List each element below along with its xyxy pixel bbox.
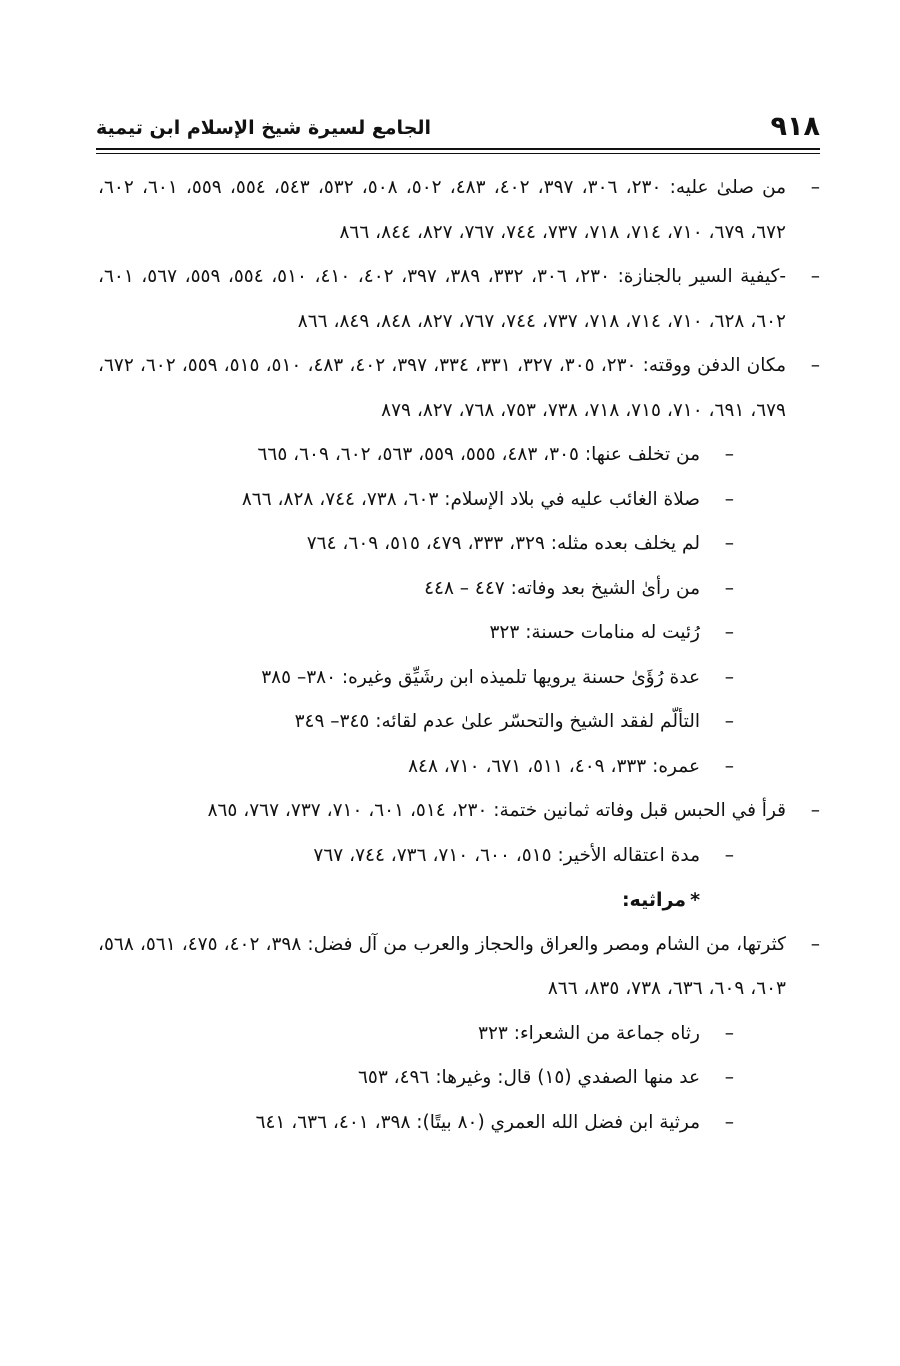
sub-entries-group — [98, 1012, 820, 1146]
entry-dash: – — [724, 666, 734, 688]
index-sub-entry — [98, 567, 734, 612]
index-entry — [98, 923, 820, 1012]
entry-text: عدة رُؤَىٰ حسنة يرويها تلميذه ابن رشَيِّق وغيره: ٣٨٠– ٣٨٥ — [261, 666, 700, 688]
page-header — [96, 112, 820, 146]
index-sub-entry — [98, 1012, 734, 1057]
header-rule-thin — [96, 153, 820, 154]
entry-text: رُئيت له منامات حسنة: ٣٢٣ — [489, 622, 700, 643]
index-sub-entry — [98, 700, 734, 745]
entry-text: عمره: ٣٣٣، ٤٠٩، ٥١١، ٦٧١، ٧١٠، ٨٤٨ — [408, 755, 700, 777]
entry-text: كثرتها، من الشام ومصر والعراق والحجاز والعرب من آل فضل: ٣٩٨، ٤٠٢، ٤٧٥، ٥٦١، ٥٦٨، ٦٠٣، ٦٠٩، ٦٣٦، ٧٣٨، ٨٣٥، ٨٦٦ — [98, 933, 786, 999]
index-sub-entry — [98, 433, 734, 478]
entry-text: مدة اعتقاله الأخير: ٥١٥، ٦٠٠، ٧١٠، ٧٣٦، ٧٤٤، ٧٦٧ — [313, 844, 700, 866]
entry-dash: – — [724, 1022, 734, 1044]
entry-dash: – — [810, 266, 820, 287]
index-sub-entry — [98, 522, 734, 567]
entry-text: من تخلف عنها: ٣٠٥، ٤٨٣، ٥٥٥، ٥٥٩، ٥٦٣، ٦٠٢، ٦٠٩، ٦٦٥ — [257, 444, 700, 465]
section-heading-text: مراثيه: — [621, 889, 687, 911]
entry-text: من صلىٰ عليه: ٢٣٠، ٣٠٦، ٣٩٧، ٤٠٢، ٤٨٣، ٥٠٢، ٥٠٨، ٥٣٢، ٥٤٣، ٥٥٤، ٥٥٩، ٦٠١، ٦٠٢، ٦٧٢، ٦٧٩، ٧١٠، ٧١٤، ٧١٨، ٧٣٧، ٧٤٤، ٧٦٧، ٨٢٧، ٨٤٤، ٨٦٦ — [98, 177, 787, 243]
entry-text: من رأىٰ الشيخ بعد وفاته: ٤٤٧ – ٤٤٨ — [424, 577, 700, 599]
index-sub-entry — [98, 1056, 734, 1101]
index-entry — [98, 789, 820, 834]
entry-dash: – — [810, 933, 820, 955]
index-entry — [98, 255, 820, 344]
entry-text: صلاة الغائب عليه في بلاد الإسلام: ٦٠٣، ٧٣٨، ٧٤٤، ٨٢٨، ٨٦٦ — [241, 488, 700, 510]
index-sub-entry — [98, 745, 734, 790]
entry-dash: – — [724, 844, 734, 866]
index-entry — [98, 344, 820, 433]
entry-dash: – — [810, 800, 820, 821]
entry-dash: – — [724, 533, 734, 554]
entry-dash: – — [810, 177, 820, 198]
entry-dash: – — [724, 488, 734, 510]
sub-entries-group — [98, 834, 820, 923]
entry-dash: – — [810, 355, 820, 376]
entry-dash: – — [724, 1067, 734, 1088]
entry-text: مرثية ابن فضل الله العمري (٨٠ بيتًا): ٣٩٨، ٤٠١، ٦٣٦، ٦٤١ — [255, 1111, 700, 1133]
star-icon: * — [690, 889, 700, 911]
entry-text: لم يخلف بعده مثله: ٣٢٩، ٣٣٣، ٤٧٩، ٥١٥، ٦٠٩، ٧٦٤ — [306, 533, 700, 554]
running-title: الجامع لسيرة شيخ الإسلام ابن تيمية — [96, 117, 432, 139]
section-heading — [98, 878, 734, 923]
entry-text: التألّم لفقد الشيخ والتحسّر علىٰ عدم لقائه: ٣٤٥– ٣٤٩ — [294, 711, 700, 732]
entry-dash: – — [724, 444, 734, 465]
entry-dash: – — [724, 577, 734, 599]
index-sub-entry — [98, 611, 734, 656]
index-sub-entry — [98, 1101, 734, 1146]
index-sub-entry — [98, 834, 734, 879]
index-content — [98, 166, 820, 1145]
entry-text: قرأ في الحبس قبل وفاته ثمانين ختمة: ٢٣٠، ٥١٤، ٦٠١، ٧١٠، ٧٣٧، ٧٦٧، ٨٦٥ — [207, 800, 786, 821]
entry-text: عد منها الصفدي (١٥) قال: وغيرها: ٤٩٦، ٦٥٣ — [357, 1067, 700, 1088]
index-entry — [98, 166, 820, 255]
index-sub-entry — [98, 478, 734, 523]
index-sub-entry — [98, 656, 734, 701]
entry-text: رثاه جماعة من الشعراء: ٣٢٣ — [478, 1022, 700, 1044]
header-rule-thick — [96, 148, 820, 150]
entry-dash: – — [724, 622, 734, 643]
page-number: ٩١٨ — [770, 111, 820, 142]
entry-text: -كيفية السير بالجنازة: ٢٣٠، ٣٠٦، ٣٣٢، ٣٨٩، ٣٩٧، ٤٠٢، ٤١٠، ٥١٠، ٥٥٤، ٥٥٩، ٥٦٧، ٦٠١، ٦٠٢، ٦٢٨، ٧١٠، ٧١٤، ٧١٨، ٧٣٧، ٧٤٤، ٧٦٧، ٨٢٧، ٨٤٨، ٨٤٩، ٨٦٦ — [98, 266, 787, 332]
entry-text: مكان الدفن ووقته: ٢٣٠، ٣٠٥، ٣٢٧، ٣٣١، ٣٣٤، ٣٩٧، ٤٠٢، ٤٨٣، ٥١٠، ٥١٥، ٥٥٩، ٦٠٢، ٦٧٢، ٦٧٩، ٦٩١، ٧١٠، ٧١٥، ٧١٨، ٧٣٨، ٧٥٣، ٧٦٨، ٨٢٧، ٨٧٩ — [98, 355, 786, 421]
entry-dash: – — [724, 755, 734, 777]
entry-dash: – — [724, 1111, 734, 1133]
sub-entries-group — [98, 433, 820, 789]
entry-dash: – — [724, 711, 734, 732]
